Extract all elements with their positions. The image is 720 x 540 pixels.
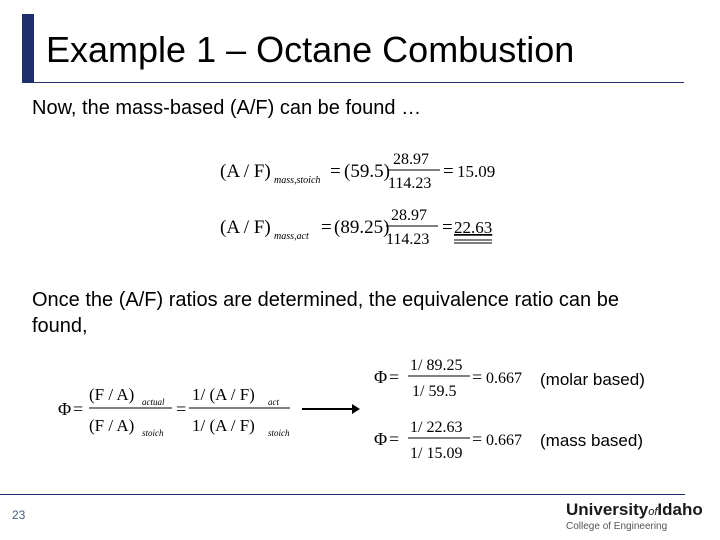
equation-af-stoich: [220, 148, 510, 196]
svg-text:=: =: [443, 161, 454, 182]
phi-den-right-sub: stoich: [268, 428, 290, 438]
phi-num-left-sub: actual: [142, 397, 165, 407]
eq2-lhs: (A / F): [220, 217, 271, 238]
phi-den-right: 1/ (A / F): [192, 416, 255, 435]
logo-of: of: [648, 506, 658, 518]
title-accent-bar: [22, 14, 34, 82]
equation-phi-general: [58, 380, 298, 442]
slide-title: Example 1 – Octane Combustion: [46, 29, 575, 70]
phi-num-left: (F / A): [89, 385, 135, 404]
eq2-denominator: 114.23: [386, 231, 430, 248]
eq1-factor: (59.5): [344, 161, 390, 182]
eq2-factor: (89.25): [334, 217, 390, 238]
university-logo: [566, 500, 703, 520]
phi-den-left: (F / A): [89, 416, 135, 435]
phi-den-left-sub: stoich: [142, 428, 164, 438]
svg-text:=: =: [330, 161, 341, 182]
phi-num-right-sub: act: [268, 397, 279, 407]
svg-text:=: =: [73, 399, 84, 419]
eq1-numerator: 28.97: [393, 151, 429, 168]
eq2-lhs-subscript: mass,act: [274, 231, 309, 242]
svg-text:=: =: [472, 367, 483, 387]
equation-phi-molar: [374, 354, 544, 404]
svg-text:=: =: [176, 399, 187, 419]
eq2-result: 22.63: [454, 218, 493, 237]
phi-mass-symbol: Φ: [374, 429, 388, 449]
title-divider: [22, 82, 684, 83]
phi-molar-denominator: 1/ 59.5: [412, 383, 457, 400]
paragraph-mass-af: Now, the mass-based (A/F) can be found …: [32, 97, 422, 119]
phi-mass-denominator: 1/ 15.09: [410, 445, 463, 462]
svg-text:=: =: [389, 429, 400, 449]
eq2-numerator: 28.97: [391, 207, 427, 224]
logo-idaho: Idaho: [657, 500, 703, 519]
paragraph-equivalence: Once the (A/F) ratios are determined, the equivalence ratio can be found,: [32, 289, 619, 337]
phi-symbol: Φ: [58, 399, 72, 419]
phi-mass-numerator: 1/ 22.63: [410, 419, 463, 436]
eq1-lhs: (A / F): [220, 161, 271, 182]
svg-text:=: =: [472, 429, 483, 449]
eq1-result: 15.09: [457, 162, 496, 181]
logo-college: College of Engineering: [566, 521, 668, 532]
label-mass-based: (mass based): [540, 431, 643, 450]
phi-num-right: 1/ (A / F): [192, 385, 255, 404]
eq1-denominator: 114.23: [388, 175, 432, 192]
phi-mass-result: 0.667: [486, 432, 522, 449]
phi-molar-symbol: Φ: [374, 367, 388, 387]
equation-phi-mass: [374, 416, 544, 466]
eq1-lhs-subscript: mass,stoich: [274, 175, 321, 186]
arrow-icon: [302, 402, 362, 416]
svg-text:=: =: [321, 217, 332, 238]
phi-molar-numerator: 1/ 89.25: [410, 357, 463, 374]
logo-university: University: [566, 500, 649, 519]
equation-af-act: [220, 204, 510, 252]
svg-text:=: =: [442, 217, 453, 238]
slide-number: 23: [12, 508, 26, 522]
phi-molar-result: 0.667: [486, 370, 522, 387]
footer-divider: [0, 494, 685, 495]
label-molar-based: (molar based): [540, 370, 645, 389]
svg-text:=: =: [389, 367, 400, 387]
